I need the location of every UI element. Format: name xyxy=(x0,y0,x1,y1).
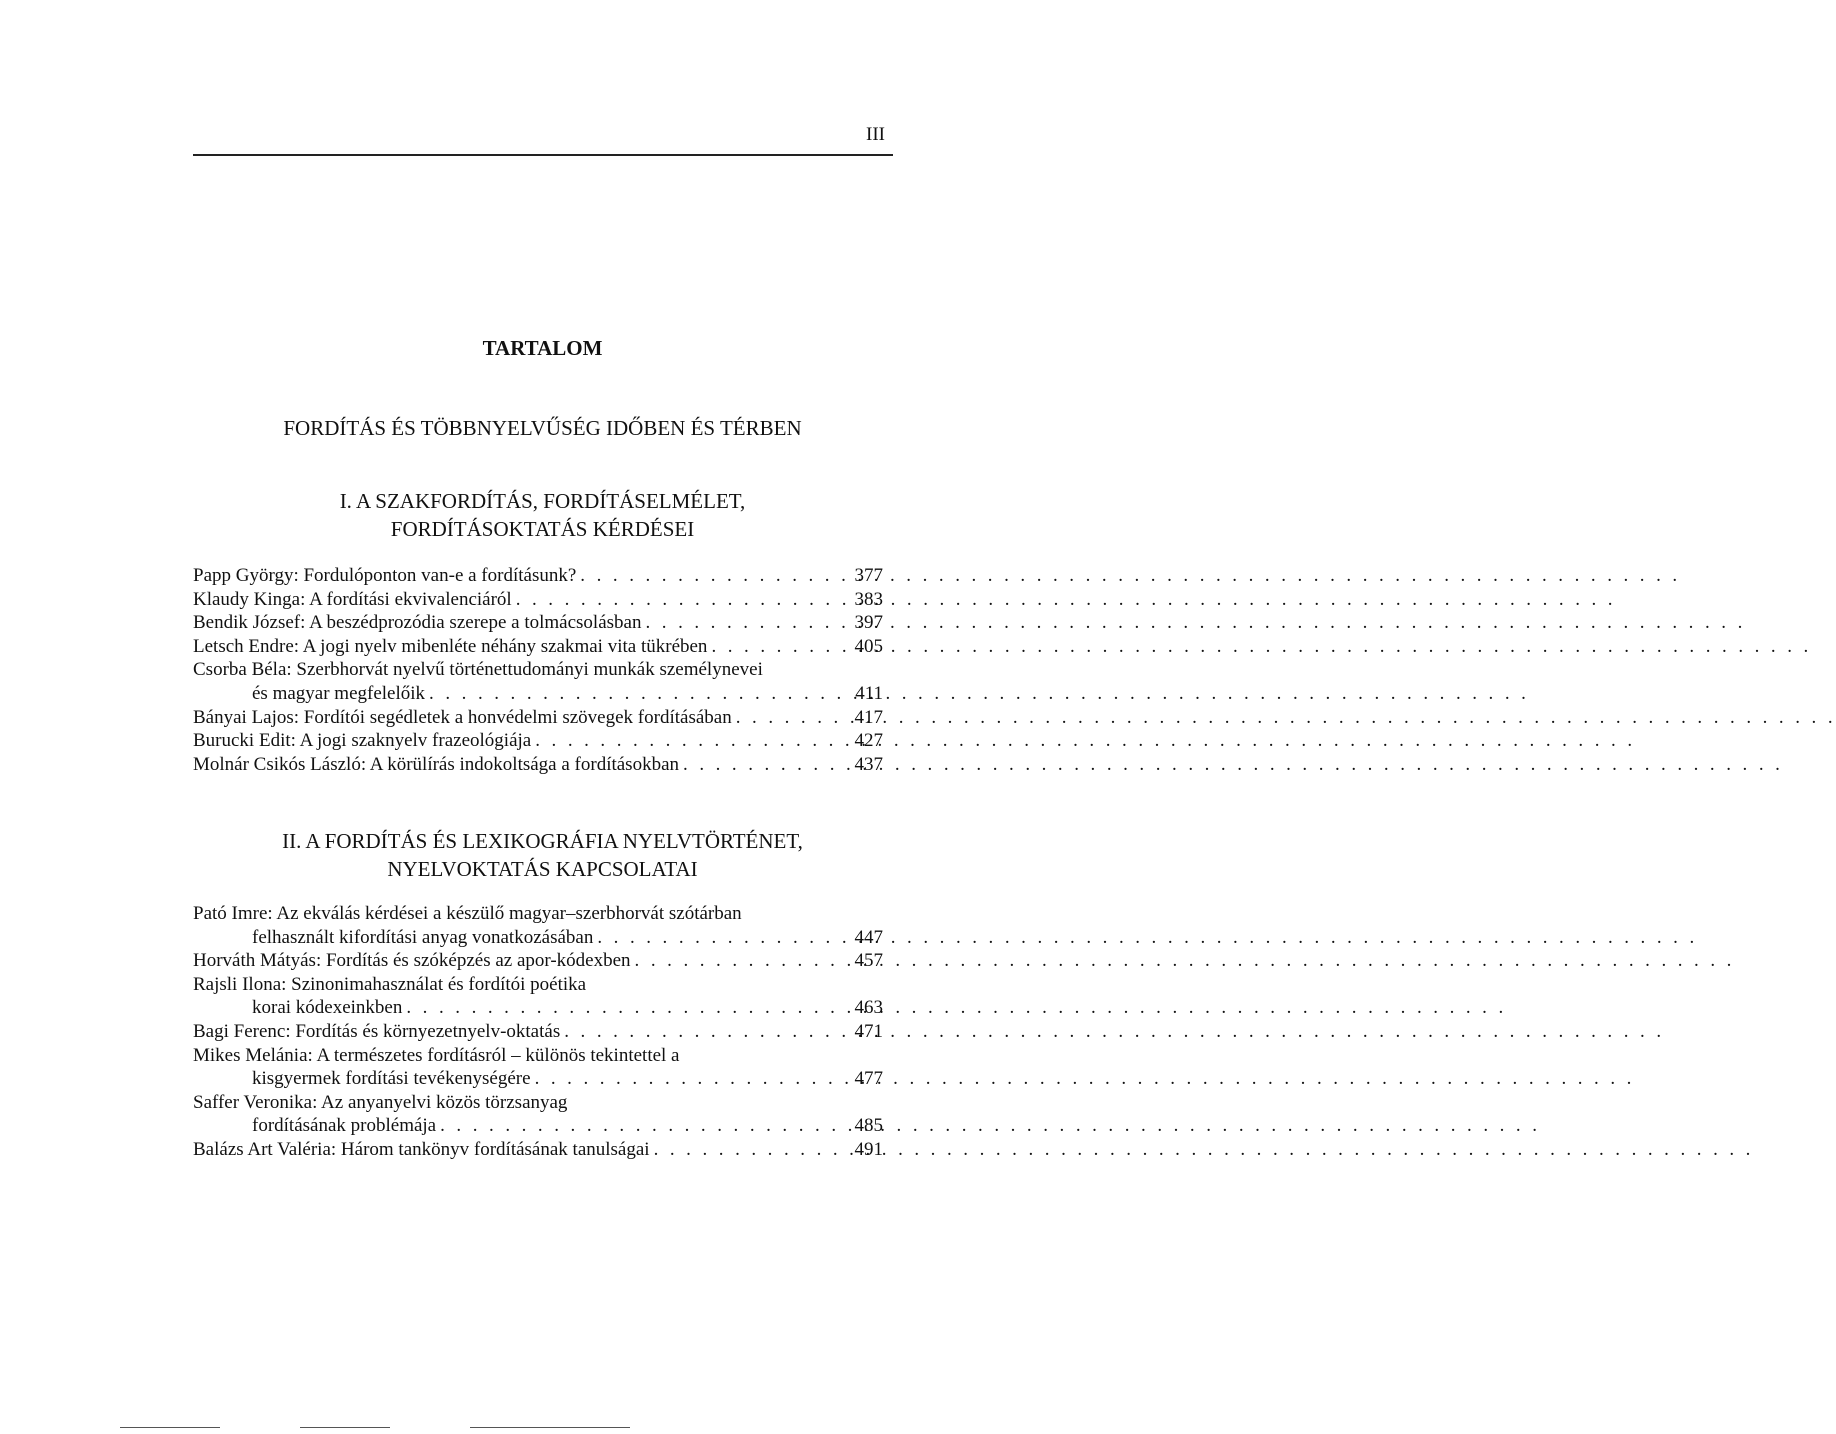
toc-page-number: 447 xyxy=(854,926,883,948)
toc-entry-text: Burucki Edit: A jogi szaknyelv frazeológiája xyxy=(193,730,532,752)
toc-entry-line xyxy=(193,902,883,926)
section-title-line: NYELVOKTATÁS KAPCSOLATAI xyxy=(387,857,698,881)
dot-leader xyxy=(593,926,848,950)
toc-entry xyxy=(193,973,883,1020)
toc-entry-line xyxy=(193,1091,883,1115)
toc-entry xyxy=(193,706,883,730)
toc-entry-line xyxy=(193,1044,883,1068)
toc-entry-line xyxy=(193,706,883,730)
toc-page-number: 383 xyxy=(854,588,883,610)
toc-entry xyxy=(193,564,883,588)
toc-entry-line xyxy=(193,753,883,777)
toc-entry-text: Letsch Endre: A jogi nyelv mibenléte néhány szakmai vita tükrében xyxy=(193,635,708,657)
toc-entry xyxy=(193,611,883,635)
toc-page-number: 427 xyxy=(854,730,883,752)
dot-leader xyxy=(679,753,848,777)
toc-entry-line xyxy=(193,949,883,973)
toc-page-number: 417 xyxy=(854,706,883,728)
dot-leader xyxy=(425,682,849,706)
bottom-rule xyxy=(120,1427,220,1428)
toc-entry xyxy=(193,949,883,973)
toc-entry-text: Balázs Art Valéria: Három tankönyv fordításának tanulságai xyxy=(193,1138,650,1160)
toc-entry-text: Pató Imre: Az ekválás kérdései a készülő magyar–szerbhorvát szótárban xyxy=(193,903,742,924)
dot-leader xyxy=(732,706,849,730)
section-title-line: FORDÍTÁSOKTATÁS KÉRDÉSEI xyxy=(390,517,695,541)
toc-entry-text: Horváth Mátyás: Fordítás és szóképzés az apor-kódexben xyxy=(193,950,631,972)
page-title: TARTALOM xyxy=(482,336,603,360)
toc-entry xyxy=(193,729,883,753)
toc-entry-line xyxy=(193,635,883,659)
dot-leader xyxy=(512,588,849,612)
dot-leader xyxy=(650,1138,849,1162)
toc-entry-text: Csorba Béla: Szerbhorvát nyelvű történettudományi munkák személynevei xyxy=(193,659,763,681)
toc-entry-line xyxy=(193,1067,883,1091)
toc-list xyxy=(193,902,883,1162)
toc-entry-text: Molnár Csikós László: A körülírás indokoltsága a fordításokban xyxy=(193,753,680,775)
toc-entry-text: Bányai Lajos: Fordítói segédletek a honvédelmi szövegek fordításában xyxy=(193,706,732,728)
toc-page-number: 457 xyxy=(854,950,883,972)
toc-entry-line xyxy=(193,658,883,682)
section-title-line: II. A FORDÍTÁS ÉS LEXIKOGRÁFIA NYELVTÖRTÉNET, xyxy=(282,829,803,853)
page-number: III xyxy=(866,124,885,145)
toc-page-number: 405 xyxy=(854,635,883,657)
toc-entry-line xyxy=(193,588,883,612)
toc-entry-line xyxy=(193,611,883,635)
toc-page-number: 437 xyxy=(854,753,883,775)
toc-entry-text: Mikes Melánia: A természetes fordításról – különös tekintettel a xyxy=(193,1044,680,1066)
toc-entry-text: Bagi Ferenc: Fordítás és környezetnyelv-oktatás xyxy=(193,1020,561,1042)
dot-leader xyxy=(402,996,848,1020)
toc-entry-line xyxy=(193,729,883,753)
toc-entry-text: kisgyermek fordítási tevékenységére xyxy=(252,1068,531,1090)
toc-entry-text: Bendik József: A beszédprozódia szerepe a tolmácsolásban xyxy=(193,612,642,634)
dot-leader xyxy=(576,564,848,588)
toc-page-number: 485 xyxy=(854,1115,883,1137)
toc-page-number: 471 xyxy=(854,1020,883,1042)
section-title xyxy=(0,487,1085,543)
toc-entry xyxy=(193,902,883,949)
toc-entry-line xyxy=(193,973,883,997)
toc-entry-line xyxy=(193,996,883,1020)
toc-page-number: 377 xyxy=(854,565,883,586)
toc-page-number: 477 xyxy=(854,1068,883,1090)
toc-entry xyxy=(193,658,883,705)
toc-entry-text: Rajsli Ilona: Szinonimahasználat és fordítói poétika xyxy=(193,973,587,995)
toc-entry-line xyxy=(193,564,883,588)
toc-page-number: 491 xyxy=(854,1138,883,1160)
dot-leader xyxy=(436,1114,848,1138)
toc-page-number: 463 xyxy=(854,997,883,1019)
volume-title: FORDÍTÁS ÉS TÖBBNYELVŰSÉG IDŐBEN ÉS TÉRBEN xyxy=(283,416,802,440)
toc-entry-line xyxy=(193,682,883,706)
toc-entry xyxy=(193,1044,883,1091)
toc-entry-text: fordításának problémája xyxy=(252,1115,437,1137)
toc-entry xyxy=(193,635,883,659)
toc-entry-line xyxy=(193,926,883,950)
toc-entry xyxy=(193,753,883,777)
dot-leader xyxy=(531,729,848,753)
toc-list xyxy=(193,564,883,776)
dot-leader xyxy=(531,1067,849,1091)
toc-entry-line xyxy=(193,1138,883,1162)
section-title xyxy=(0,827,1085,883)
bottom-rule xyxy=(470,1427,630,1428)
toc-entry-text: felhasznált kifordítási anyag vonatkozásában xyxy=(252,926,594,948)
toc-page-number: 411 xyxy=(855,682,883,704)
dot-leader xyxy=(707,635,848,659)
header-rule xyxy=(193,154,893,156)
toc-entry-text: Papp György: Fordulóponton van-e a fordításunk? xyxy=(193,565,577,586)
bottom-rule xyxy=(300,1427,390,1428)
toc-entry xyxy=(193,1138,883,1162)
toc-entry-text: és magyar megfelelőik xyxy=(252,682,426,704)
toc-page-number: 397 xyxy=(854,612,883,634)
dot-leader xyxy=(631,949,849,973)
section-title-line: I. A SZAKFORDÍTÁS, FORDÍTÁSELMÉLET, xyxy=(339,489,746,513)
toc-entry-line xyxy=(193,1114,883,1138)
toc-entry-text: Klaudy Kinga: A fordítási ekvivalenciáról xyxy=(193,588,512,610)
toc-entry xyxy=(193,588,883,612)
toc-entry-text: Saffer Veronika: Az anyanyelvi közös törzsanyag xyxy=(193,1091,568,1113)
toc-entry xyxy=(193,1020,883,1044)
dot-leader xyxy=(641,611,848,635)
dot-leader xyxy=(560,1020,848,1044)
toc-entry-text: korai kódexeinkben xyxy=(252,997,403,1019)
toc-entry xyxy=(193,1091,883,1138)
toc-entry-line xyxy=(193,1020,883,1044)
